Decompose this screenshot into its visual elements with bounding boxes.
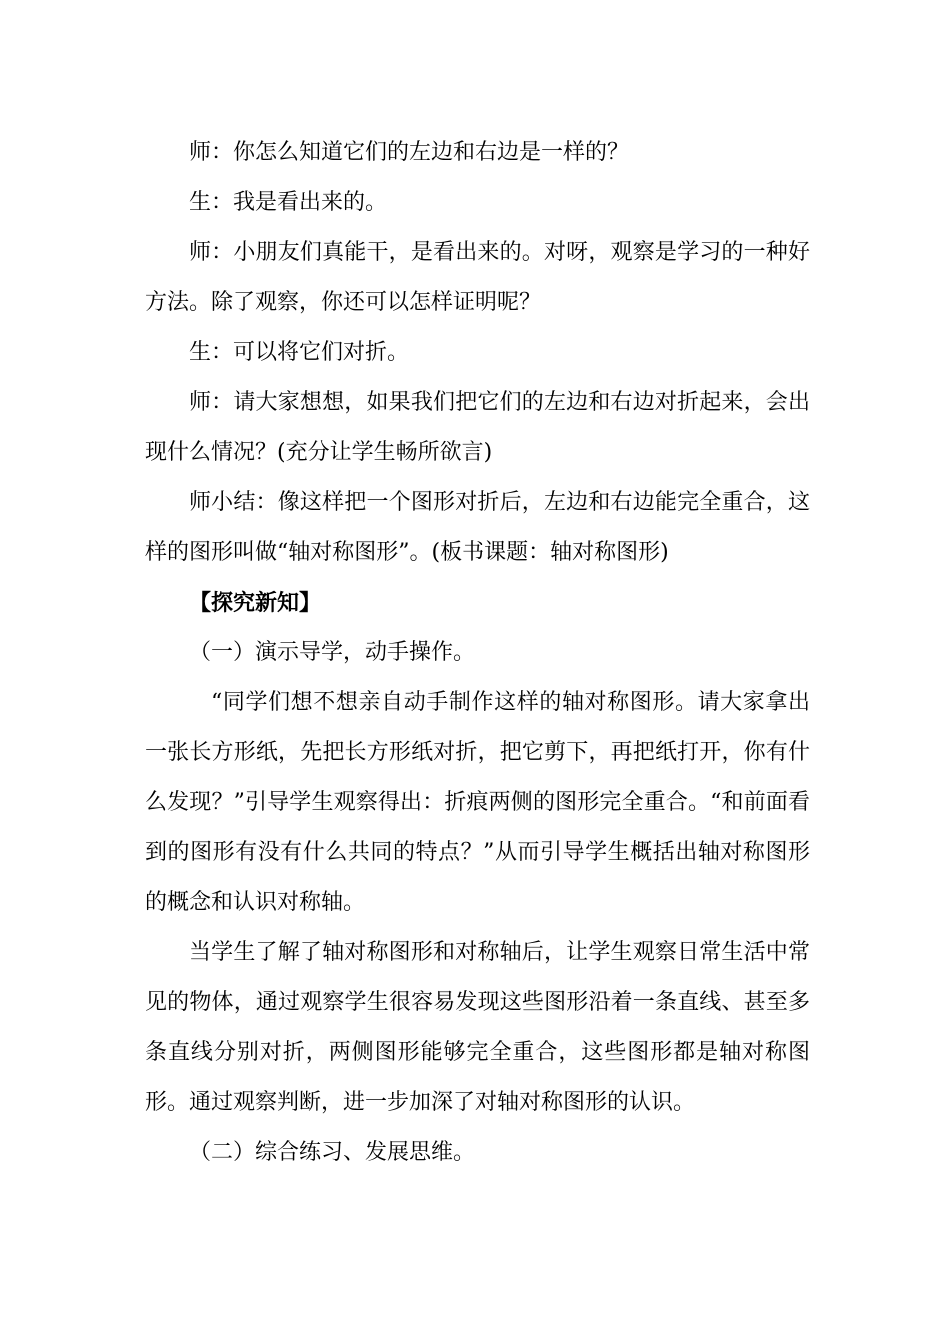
dialogue-teacher-question: 师：你怎么知道它们的左边和右边是一样的？ [189, 140, 630, 165]
subsection-heading-one: （一）演示导学，动手操作。 [189, 640, 476, 665]
dialogue-student-answer: 生：我是看出来的。 [189, 190, 388, 215]
activity-description: “同学们想不想亲自动手制作这样的轴对称图形。请大家拿出一张长方形纸，先把长方形纸对折，把它剪下，再把纸打开，你有什么发现？”引导学生观察得出：折痕两侧的图形完全重合。“和前面看到的图形有没有什么共同的特点？”从而引导学生概括出轴对称图形的概念和认识对称轴。 [145, 690, 810, 915]
teacher-summary: 师小结：像这样把一个图形对折后，左边和右边能完全重合，这样的图形叫做“轴对称图形”。(板书课题：轴对称图形) [145, 490, 810, 565]
section-heading-explore: 【探究新知】 [189, 590, 322, 616]
dialogue-teacher-prompt: 师：请大家想想，如果我们把它们的左边和右边对折起来，会出现什么情况？(充分让学生畅所欲言) [145, 390, 810, 465]
subsection-heading-two: （二）综合练习、发展思维。 [189, 1140, 476, 1165]
dialogue-student-fold: 生：可以将它们对折。 [189, 340, 410, 365]
observation-paragraph: 当学生了解了轴对称图形和对称轴后，让学生观察日常生活中常见的物体，通过观察学生很容易发现这些图形沿着一条直线、甚至多条直线分别对折，两侧图形能够完全重合，这些图形都是轴对称图形。通过观察判断，进一步加深了对轴对称图形的认识。 [145, 940, 810, 1115]
document-body [145, 128, 810, 1178]
dialogue-teacher-praise: 师：小朋友们真能干，是看出来的。对呀，观察是学习的一种好方法。除了观察，你还可以怎样证明呢？ [145, 240, 810, 315]
